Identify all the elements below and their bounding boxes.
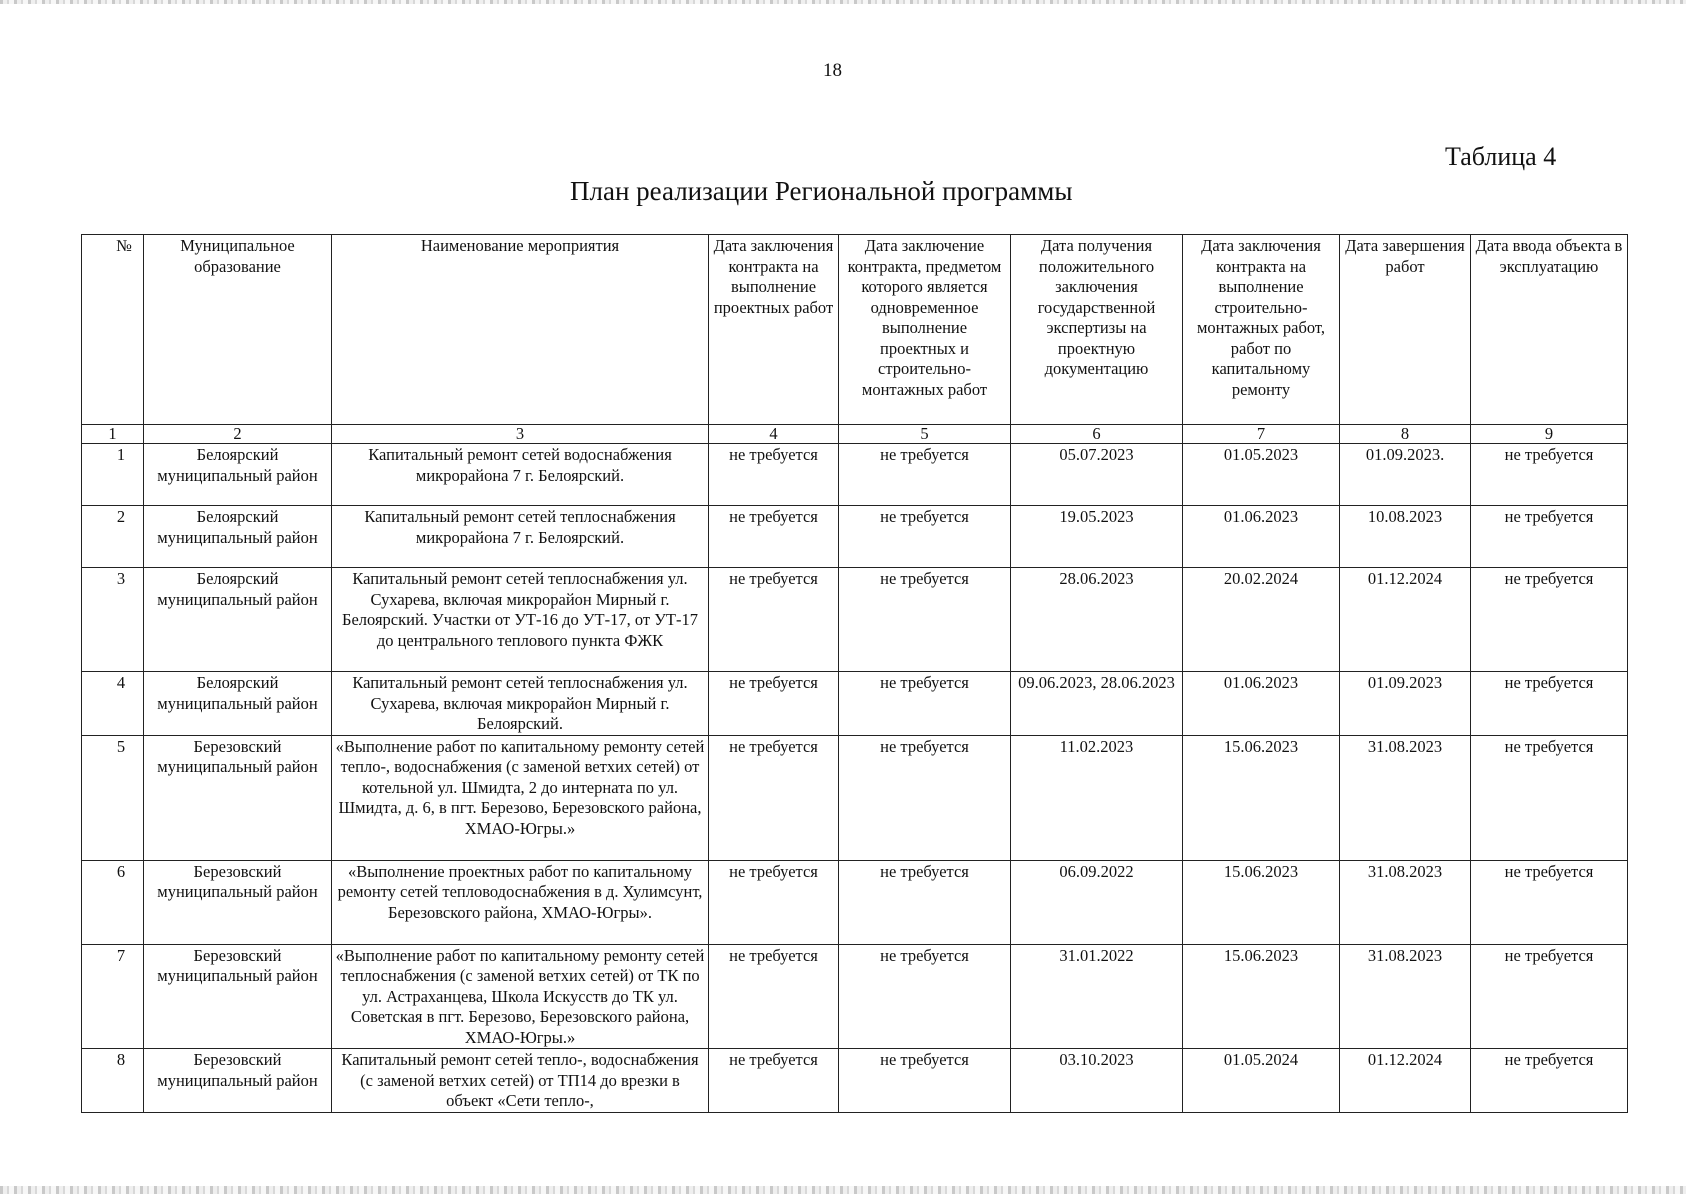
completion-date-cell: 01.12.2024 xyxy=(1340,1049,1471,1113)
design-contract-date-cell: не требуется xyxy=(709,672,839,736)
row-number: 2 xyxy=(82,506,144,568)
table-row xyxy=(82,1049,1628,1113)
completion-date-cell: 31.08.2023 xyxy=(1340,944,1471,1049)
completion-date-cell: 01.09.2023 xyxy=(1340,672,1471,736)
completion-date-cell: 31.08.2023 xyxy=(1340,860,1471,944)
row-number: 3 xyxy=(82,568,144,672)
table-row xyxy=(82,672,1628,736)
column-number: 6 xyxy=(1011,425,1183,444)
column-number: 2 xyxy=(144,425,332,444)
table-row xyxy=(82,735,1628,860)
construction-contract-date-cell: 15.06.2023 xyxy=(1183,735,1340,860)
combined-contract-date-cell: не требуется xyxy=(839,444,1011,506)
expertise-date-cell: 28.06.2023 xyxy=(1011,568,1183,672)
expertise-date-cell: 06.09.2022 xyxy=(1011,860,1183,944)
column-header-municipality: Муниципальное образование xyxy=(144,235,332,425)
commissioning-date-cell: не требуется xyxy=(1471,1049,1628,1113)
combined-contract-date-cell: не требуется xyxy=(839,568,1011,672)
municipality-cell: Березовский муниципальный район xyxy=(144,944,332,1049)
expertise-date-cell: 19.05.2023 xyxy=(1011,506,1183,568)
expertise-date-cell: 09.06.2023, 28.06.2023 xyxy=(1011,672,1183,736)
construction-contract-date-cell: 15.06.2023 xyxy=(1183,944,1340,1049)
construction-contract-date-cell: 01.05.2024 xyxy=(1183,1049,1340,1113)
municipality-cell: Березовский муниципальный район xyxy=(144,860,332,944)
column-number: 4 xyxy=(709,425,839,444)
commissioning-date-cell: не требуется xyxy=(1471,672,1628,736)
design-contract-date-cell: не требуется xyxy=(709,444,839,506)
construction-contract-date-cell: 01.06.2023 xyxy=(1183,506,1340,568)
row-number: 6 xyxy=(82,860,144,944)
column-number: 1 xyxy=(82,425,144,444)
activity-name-cell: Капитальный ремонт сетей теплоснабжения ул. Сухарева, включая микрорайон Мирный г. Белоярский. xyxy=(332,672,709,736)
column-number: 3 xyxy=(332,425,709,444)
row-number: 8 xyxy=(82,1049,144,1113)
column-header-activity-name: Наименование мероприятия xyxy=(332,235,709,425)
design-contract-date-cell: не требуется xyxy=(709,1049,839,1113)
page-number: 18 xyxy=(823,60,842,81)
commissioning-date-cell: не требуется xyxy=(1471,860,1628,944)
commissioning-date-cell: не требуется xyxy=(1471,944,1628,1049)
municipality-cell: Белоярский муниципальный район xyxy=(144,672,332,736)
combined-contract-date-cell: не требуется xyxy=(839,1049,1011,1113)
activity-name-cell: «Выполнение работ по капитальному ремонту сетей тепло-, водоснабжения (с заменой ветхих сетей) от котельной ул. Шмидта, 2 до интерната по ул. Шмидта, д. 6, в пгт. Березово, Березовского района, ХМАО-Югры.» xyxy=(332,735,709,860)
completion-date-cell: 01.09.2023. xyxy=(1340,444,1471,506)
activity-name-cell: Капитальный ремонт сетей водоснабжения микрорайона 7 г. Белоярский. xyxy=(332,444,709,506)
column-header-combined-contract-date: Дата заключение контракта, предметом которого является одновременное выполнение проектных и строительно-монтажных работ xyxy=(839,235,1011,425)
column-number: 7 xyxy=(1183,425,1340,444)
document-title: План реализации Региональной программы xyxy=(570,176,1073,206)
row-number: 4 xyxy=(82,672,144,736)
construction-contract-date-cell: 15.06.2023 xyxy=(1183,860,1340,944)
table-row xyxy=(82,860,1628,944)
design-contract-date-cell: не требуется xyxy=(709,860,839,944)
expertise-date-cell: 03.10.2023 xyxy=(1011,1049,1183,1113)
expertise-date-cell: 11.02.2023 xyxy=(1011,735,1183,860)
row-number: 1 xyxy=(82,444,144,506)
column-number: 9 xyxy=(1471,425,1628,444)
activity-name-cell: Капитальный ремонт сетей теплоснабжения ул. Сухарева, включая микрорайон Мирный г. Белоярский. Участки от УТ-16 до УТ-17, от УТ-17 до центрального теплового пункта ФЖК xyxy=(332,568,709,672)
activity-name-cell: «Выполнение проектных работ по капитальному ремонту сетей тепловодоснабжения в д. Хулимсунт, Березовского района, ХМАО-Югры». xyxy=(332,860,709,944)
column-number: 8 xyxy=(1340,425,1471,444)
design-contract-date-cell: не требуется xyxy=(709,568,839,672)
activity-name-cell: Капитальный ремонт сетей тепло-, водоснабжения (с заменой ветхих сетей) от ТП14 до врезки в объект «Сети тепло-, xyxy=(332,1049,709,1113)
completion-date-cell: 10.08.2023 xyxy=(1340,506,1471,568)
combined-contract-date-cell: не требуется xyxy=(839,506,1011,568)
activity-name-cell: «Выполнение работ по капитальному ремонту сетей теплоснабжения (с заменой ветхих сетей) от ТК по ул. Астраханцева, Школа Искусств до ТК ул. Советская в пгт. Березово, Березовского района, ХМАО-Югры.» xyxy=(332,944,709,1049)
header-row xyxy=(82,235,1628,425)
table-row xyxy=(82,444,1628,506)
table-row xyxy=(82,506,1628,568)
construction-contract-date-cell: 01.06.2023 xyxy=(1183,672,1340,736)
column-numbers-row xyxy=(82,425,1628,444)
construction-contract-date-cell: 01.05.2023 xyxy=(1183,444,1340,506)
column-header-design-contract-date: Дата заключения контракта на выполнение проектных работ xyxy=(709,235,839,425)
municipality-cell: Белоярский муниципальный район xyxy=(144,568,332,672)
completion-date-cell: 01.12.2024 xyxy=(1340,568,1471,672)
scan-edge-top xyxy=(0,0,1686,4)
expertise-date-cell: 31.01.2022 xyxy=(1011,944,1183,1049)
municipality-cell: Белоярский муниципальный район xyxy=(144,506,332,568)
design-contract-date-cell: не требуется xyxy=(709,944,839,1049)
construction-contract-date-cell: 20.02.2024 xyxy=(1183,568,1340,672)
combined-contract-date-cell: не требуется xyxy=(839,672,1011,736)
expertise-date-cell: 05.07.2023 xyxy=(1011,444,1183,506)
municipality-cell: Белоярский муниципальный район xyxy=(144,444,332,506)
row-number: 5 xyxy=(82,735,144,860)
column-header-number: № xyxy=(82,235,144,425)
commissioning-date-cell: не требуется xyxy=(1471,568,1628,672)
column-header-completion-date: Дата завершения работ xyxy=(1340,235,1471,425)
commissioning-date-cell: не требуется xyxy=(1471,735,1628,860)
design-contract-date-cell: не требуется xyxy=(709,735,839,860)
column-header-commissioning-date: Дата ввода объекта в эксплуатацию xyxy=(1471,235,1628,425)
column-header-expertise-date: Дата получения положительного заключения государственной экспертизы на проектную документацию xyxy=(1011,235,1183,425)
municipality-cell: Березовский муниципальный район xyxy=(144,1049,332,1113)
design-contract-date-cell: не требуется xyxy=(709,506,839,568)
combined-contract-date-cell: не требуется xyxy=(839,944,1011,1049)
combined-contract-date-cell: не требуется xyxy=(839,860,1011,944)
commissioning-date-cell: не требуется xyxy=(1471,506,1628,568)
completion-date-cell: 31.08.2023 xyxy=(1340,735,1471,860)
table-row xyxy=(82,944,1628,1049)
column-number: 5 xyxy=(839,425,1011,444)
table-label: Таблица 4 xyxy=(1445,142,1557,171)
combined-contract-date-cell: не требуется xyxy=(839,735,1011,860)
scan-edge-bottom xyxy=(0,1186,1686,1194)
column-header-construction-contract-date: Дата заключения контракта на выполнение строительно-монтажных работ, работ по капитальному ремонту xyxy=(1183,235,1340,425)
activity-name-cell: Капитальный ремонт сетей теплоснабжения микрорайона 7 г. Белоярский. xyxy=(332,506,709,568)
table-row xyxy=(82,568,1628,672)
municipality-cell: Березовский муниципальный район xyxy=(144,735,332,860)
row-number: 7 xyxy=(82,944,144,1049)
commissioning-date-cell: не требуется xyxy=(1471,444,1628,506)
implementation-plan-table xyxy=(81,234,1628,1113)
